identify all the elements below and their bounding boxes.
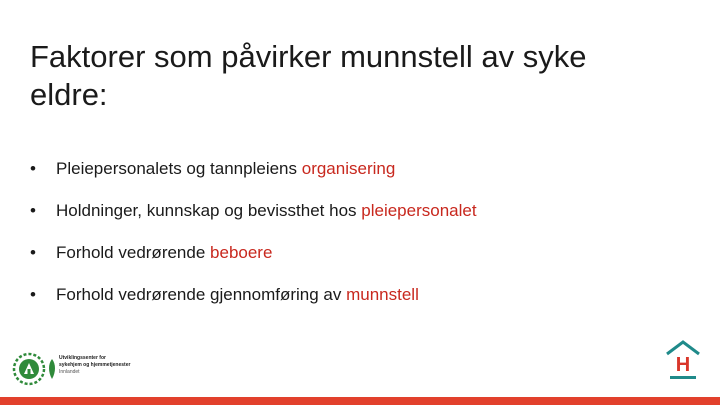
organization-logo <box>12 352 162 386</box>
bullet-item <box>30 200 477 222</box>
slide-title: Faktorer som påvirker munnstell av syke eldre: <box>30 39 587 112</box>
org-line-2: sykehjem og hjemmetjenester <box>59 362 131 368</box>
bullet-dot: • <box>30 159 36 178</box>
bullet-list <box>30 158 477 326</box>
bullet-text: Pleiepersonalets og tannpleiens <box>56 159 302 178</box>
bullet-highlight: organisering <box>301 159 396 178</box>
bullet-item <box>30 284 477 306</box>
bullet-highlight: munnstell <box>346 285 419 304</box>
bullet-item <box>30 242 477 264</box>
bullet-dot: • <box>30 285 36 304</box>
footer-bar <box>0 397 720 405</box>
bullet-highlight: beboere <box>210 243 273 262</box>
bullet-item <box>30 158 477 180</box>
bullet-dot: • <box>30 201 36 220</box>
bullet-text: Forhold vedrørende gjennomføring av <box>56 285 347 304</box>
house-h-icon <box>664 338 702 382</box>
org-line-1: Utviklingssenter for <box>59 355 106 361</box>
bullet-text: Holdninger, kunnskap og bevissthet hos <box>56 201 362 220</box>
leaf-icon <box>48 358 56 380</box>
bullet-text: Forhold vedrørende <box>56 243 211 262</box>
bullet-dot: • <box>30 243 36 262</box>
organization-name <box>59 355 159 376</box>
bullet-highlight: pleiepersonalet <box>361 201 477 220</box>
org-line-3: Innlandet <box>59 369 80 375</box>
coat-of-arms-icon <box>12 352 46 386</box>
logo-letter: H <box>675 354 691 376</box>
